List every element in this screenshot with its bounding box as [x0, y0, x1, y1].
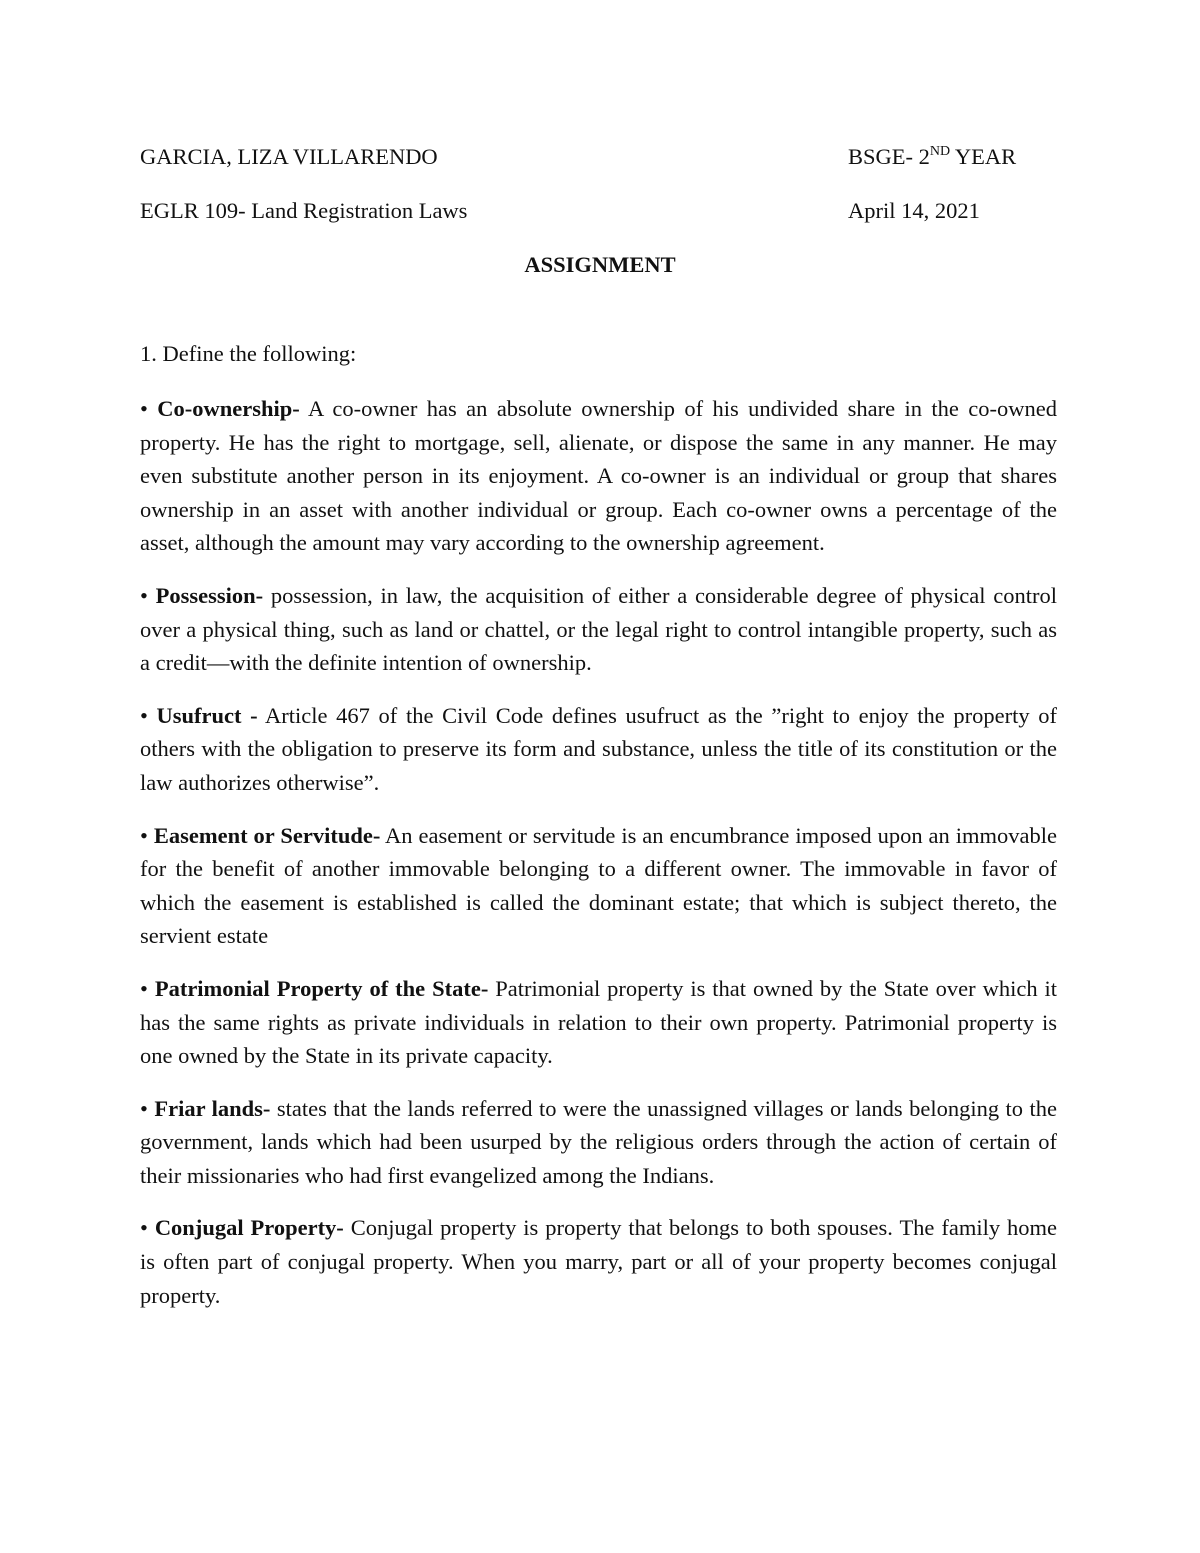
bullet: • — [140, 582, 156, 608]
definition-term: Possession- — [155, 582, 264, 608]
definition-text: Article 467 of the Civil Code defines usufruct as the ”right to enjoy the property of others with the obligation to preserve its form and substance, unless the title of its constitution or the law authorizes otherwise”. — [140, 702, 1057, 795]
bullet: • — [140, 1215, 155, 1241]
definition-term: Co-ownership- — [157, 396, 300, 421]
document-title: ASSIGNMENT — [524, 252, 676, 277]
definition-item — [140, 579, 1057, 680]
definition-term: Usufruct - — [156, 702, 258, 728]
definition-text: Conjugal property is property that belongs to both spouses. The family home is often part of conjugal property. When you marry, part or all of your property becomes conjugal property. — [140, 1215, 1057, 1308]
program-suffix: YEAR — [950, 144, 1017, 169]
definition-item — [140, 1092, 1057, 1193]
bullet: • — [140, 396, 158, 421]
program-year — [848, 143, 1016, 171]
course-title: EGLR 109- Land Registration Laws — [140, 198, 468, 223]
definition-item — [140, 819, 1057, 953]
question-intro: 1. Define the following: — [140, 341, 357, 366]
bullet: • — [140, 975, 155, 1001]
definition-text: A co-owner has an absolute ownership of his undivided share in the co-owned property. He has the right to mortgage, sell, alienate, or dispose the same in any manner. He may even substitute another person in its enjoyment. A co-owner is an individual or group that shares ownership in an asset with another individual or group. Each co-owner owns a percentage of the asset, although the amount may vary according to the ownership agreement. — [140, 396, 1057, 556]
student-name: GARCIA, LIZA VILLARENDO — [140, 144, 438, 169]
definition-item — [140, 1211, 1057, 1312]
bullet: • — [140, 822, 154, 848]
definition-text: states that the lands referred to were the unassigned villages or lands belonging to the government, lands which had been usurped by the religious orders through the action of certain of their missionaries who had first evangelized among the Indians. — [140, 1095, 1057, 1188]
assignment-date: April 14, 2021 — [848, 198, 980, 223]
program-prefix: BSGE- 2 — [848, 144, 930, 169]
definitions-list — [140, 392, 1057, 1331]
bullet: • — [140, 702, 157, 728]
definition-text: possession, in law, the acquisition of either a considerable degree of physical control over a physical thing, such as land or chattel, or the legal right to control intangible property, such as a credit—with the definite intention of ownership. — [140, 582, 1057, 676]
definition-item — [140, 699, 1057, 800]
definition-item — [140, 392, 1057, 560]
definition-term: Easement or Servitude- — [153, 822, 381, 848]
program-ordinal-sup: ND — [929, 144, 951, 159]
definition-term: Patrimonial Property of the State- — [154, 975, 489, 1001]
definition-text: Patrimonial property is that owned by the State over which it has the same rights as private individuals in relation to their own property. Patrimonial property is one owned by the State in its private capacity. — [140, 975, 1058, 1069]
definition-term: Conjugal Property- — [154, 1215, 344, 1241]
definition-item — [140, 972, 1057, 1073]
definition-term: Friar lands- — [154, 1095, 271, 1121]
bullet: • — [140, 1095, 155, 1121]
definition-text: An easement or servitude is an encumbrance imposed upon an immovable for the benefit of another immovable belonging to a different owner. The immovable in favor of which the easement is established is called the dominant estate; that which is subject thereto, the servient estate — [140, 822, 1057, 949]
